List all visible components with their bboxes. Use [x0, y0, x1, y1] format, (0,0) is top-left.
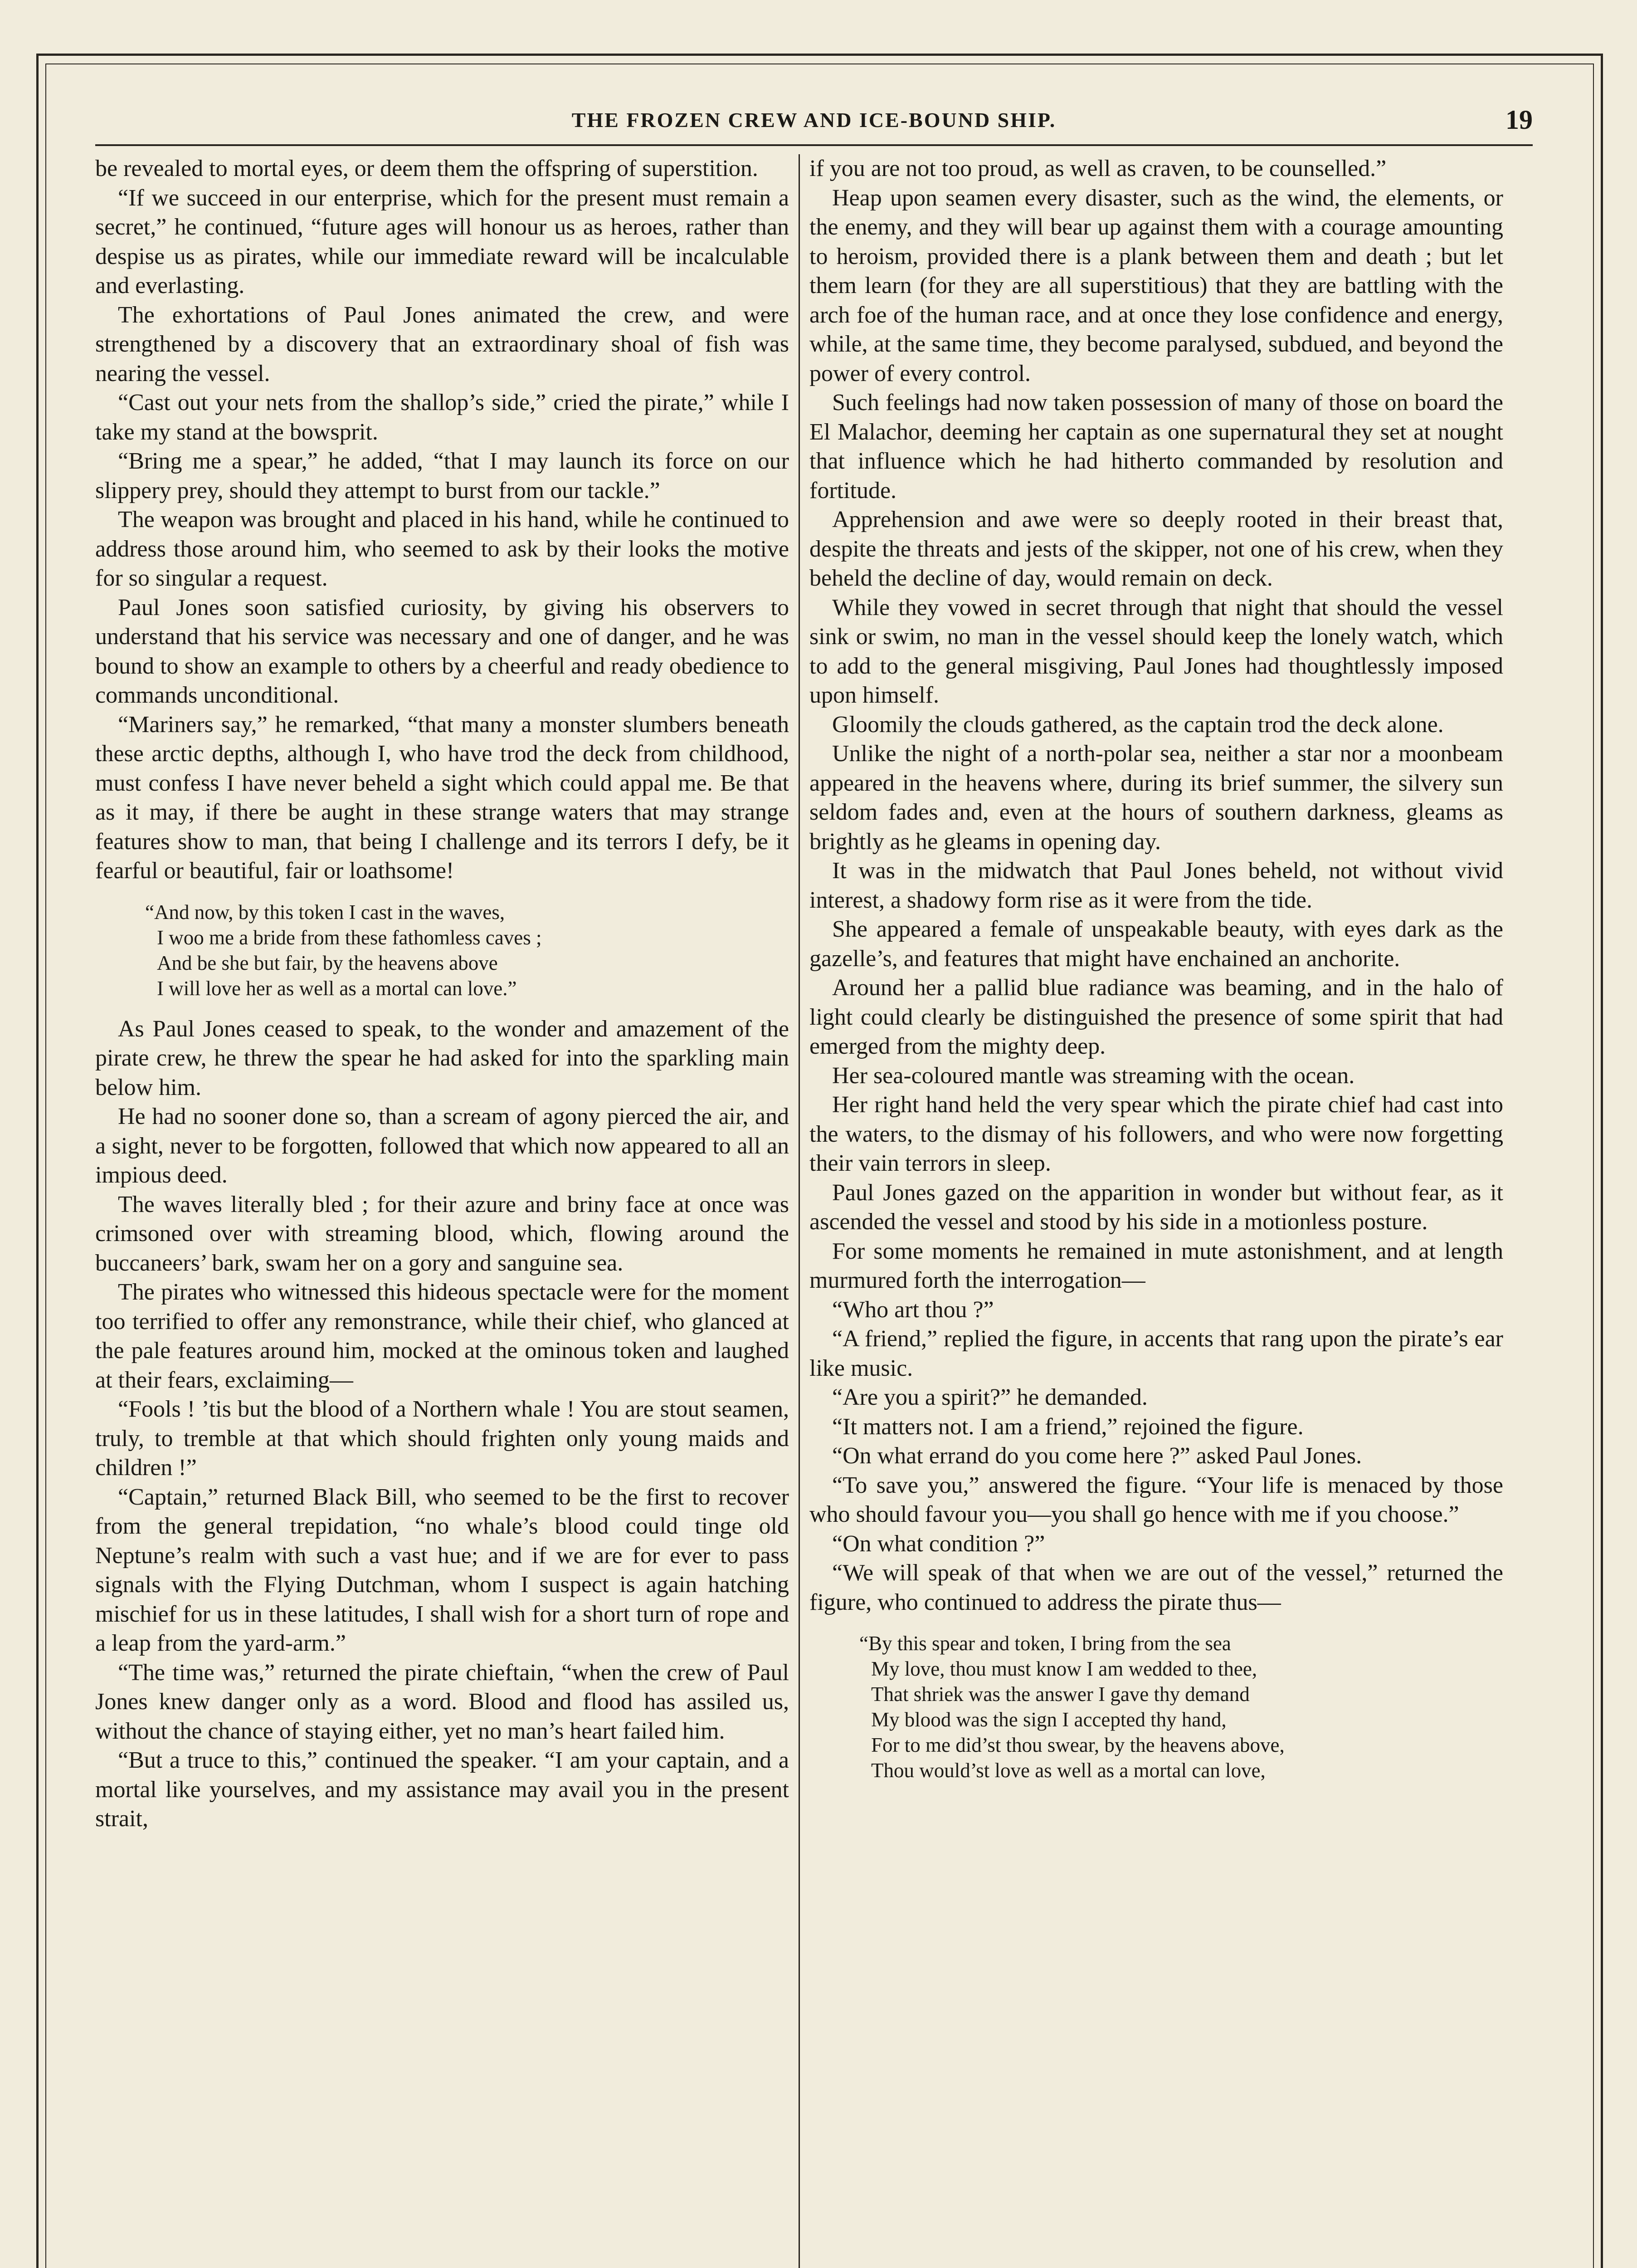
- paragraph: He had no sooner done so, than a scream of agony pierced the air, and a sight, never to be forgotten, followed that which now appeared to all an impious deed.: [95, 1104, 789, 1188]
- page-number: 19: [1505, 105, 1533, 135]
- paragraph: Such feelings had now taken possession of many of those on board the El Malachor, deeming her captain as one supernatural they set at nought that influence which he had hitherto commanded by resolution and fortitude.: [809, 390, 1503, 503]
- paragraph: Around her a pallid blue radiance was beaming, and in the halo of light could clearly be distinguished the presence of some spirit that had emerged from the mighty deep.: [809, 975, 1503, 1059]
- paragraph: “On what condition ?”: [832, 1530, 1045, 1557]
- paragraph: Paul Jones gazed on the apparition in wonder but without fear, as it ascended the vessel and stood by his side in a motionless posture.: [809, 1179, 1503, 1235]
- verse-line: My love, thou must know I am wedded to thee,: [871, 1657, 1257, 1680]
- paragraph: Apprehension and awe were so deeply rooted in their breast that, despite the threats and jests of the skipper, not one of his crew, when they beheld the decline of day, would remain on deck.: [809, 507, 1503, 591]
- verse-line: “By this spear and token, I bring from the sea: [859, 1632, 1231, 1655]
- paragraph: “To save you,” answered the figure. “Your life is menaced by those who should favour you—you shall go hence with me if you choose.”: [809, 1472, 1503, 1527]
- paragraph: “Captain,” returned Black Bill, who seemed to be the first to recover from the general trepidation, “no whale’s blood could tinge old Neptune’s realm with such a vast hue; and if we are for ever to pass signals with the Flying Dutchman, whom I suspect is again hatching mischief for us in these latitudes, I shall wish for a short turn of rope and a leap from the yard-arm.”: [95, 1484, 789, 1656]
- paragraph: Heap upon seamen every disaster, such as the wind, the elements, or the enemy, and they will bear up against them with a courage amounting to heroism, provided there is a plank between them and death ; but let them learn (for they are all superstitious) that they are battling with the arch foe of the human race, and at once they lose confidence and energy, while, at the same time, they become paralysed, subdued, and beyond the power of every control.: [809, 185, 1503, 386]
- paragraph: As Paul Jones ceased to speak, to the wonder and amazement of the pirate crew, he threw the spear he had asked for into the sparkling main below him.: [95, 1016, 789, 1100]
- paragraph: if you are not too proud, as well as craven, to be counselled.”: [809, 156, 1387, 181]
- paragraph: The pirates who witnessed this hideous spectacle were for the moment too terrified to offer any remonstrance, while their chief, who glanced at the pale features around him, mocked at the ominous token and laughed at their fears, exclaiming—: [95, 1279, 789, 1393]
- paragraph: be revealed to mortal eyes, or deem them the offspring of superstition.: [95, 156, 758, 181]
- paragraph: Gloomily the clouds gathered, as the captain trod the deck alone.: [832, 711, 1444, 738]
- paragraph: “If we succeed in our enterprise, which for the present must remain a secret,” he continued, “future ages will honour us as heroes, rather than despise us as pirates, while our immediate reward will be incalculable and everlasting.: [95, 185, 789, 298]
- paragraph: “We will speak of that when we are out of the vessel,” returned the figure, who continued to address the pirate thus—: [809, 1560, 1503, 1615]
- verse-line: I will love her as well as a mortal can love.”: [157, 977, 517, 1000]
- verse-line: That shriek was the answer I gave thy demand: [871, 1683, 1250, 1706]
- paragraph: “But a truce to this,” continued the speaker. “I am your captain, and a mortal like yourselves, and my assistance may avail you in the present strait,: [95, 1747, 789, 1832]
- paragraph: Her right hand held the very spear which the pirate chief had cast into the waters, to the dismay of his followers, and who were now forgetting their vain terrors in sleep.: [809, 1092, 1503, 1176]
- paragraph: “A friend,” replied the figure, in accents that rang upon the pirate’s ear like music.: [809, 1326, 1503, 1381]
- paragraph: “It matters not. I am a friend,” rejoined the figure.: [832, 1413, 1304, 1440]
- verse-line: For to me did’st thou swear, by the heavens above,: [871, 1734, 1285, 1756]
- verse-line: My blood was the sign I accepted thy hand,: [871, 1708, 1227, 1731]
- verse-line: And be she but fair, by the heavens above: [157, 951, 498, 974]
- paragraph: While they vowed in secret through that night that should the vessel sink or swim, no man in the vessel should keep the lonely watch, which to add to the general misgiving, Paul Jones had thoughtlessly imposed upon himself.: [809, 594, 1503, 708]
- paragraph: The exhortations of Paul Jones animated the crew, and were strengthened by a discovery that an extraordinary shoal of fish was nearing the vessel.: [95, 302, 789, 386]
- paragraph: “On what errand do you come here ?” asked Paul Jones.: [832, 1443, 1362, 1469]
- paragraph: She appeared a female of unspeakable beauty, with eyes dark as the gazelle’s, and features that might have enchained an anchorite.: [809, 916, 1503, 972]
- right-column: [809, 154, 1503, 2268]
- column-divider: [799, 154, 800, 2268]
- left-column: [95, 154, 789, 2268]
- paragraph: “Are you a spirit?” he demanded.: [832, 1384, 1148, 1410]
- paragraph: “The time was,” returned the pirate chieftain, “when the crew of Paul Jones knew danger only as a word. Blood and flood has assiled us, without the chance of staying either, yet no man’s heart failed him.: [95, 1659, 789, 1744]
- verse-line: “And now, by this token I cast in the waves,: [145, 900, 505, 924]
- verse-block: [859, 1631, 1503, 1783]
- header-rule: [95, 144, 1533, 146]
- paragraph: “Fools ! ’tis but the blood of a Northern whale ! You are stout seamen, truly, to tremble at that which should frighten only young maids and children !”: [95, 1396, 789, 1481]
- paragraph: For some moments he remained in mute astonishment, and at length murmured forth the interrogation—: [809, 1238, 1503, 1293]
- paragraph: Her sea-coloured mantle was streaming with the ocean.: [832, 1062, 1355, 1089]
- paragraph: “Bring me a spear,” he added, “that I may launch its force on our slippery prey, should they attempt to burst from our tackle.”: [95, 448, 789, 503]
- running-title: THE FROZEN CREW AND ICE-BOUND SHIP.: [571, 108, 1057, 132]
- paragraph: The waves literally bled ; for their azure and briny face at once was crimsoned over with streaming blood, which, flowing around the buccaneers’ bark, swam her on a gory and sanguine sea.: [95, 1191, 789, 1276]
- verse-line: Thou would’st love as well as a mortal can love,: [871, 1759, 1266, 1782]
- paragraph: “Cast out your nets from the shallop’s side,” cried the pirate,” while I take my stand at the bowsprit.: [95, 390, 789, 445]
- paragraph: It was in the midwatch that Paul Jones beheld, not without vivid interest, a shadowy form rise as it were from the tide.: [809, 858, 1503, 913]
- paragraph: Paul Jones soon satisfied curiosity, by giving his observers to understand that his service was necessary and one of danger, and he was bound to show an example to others by a cheerful and ready obedience to commands unconditional.: [95, 594, 789, 708]
- paragraph: Unlike the night of a north-polar sea, neither a star nor a moonbeam appeared in the heavens where, during its brief summer, the silvery sun seldom fades and, even at the hours of southern darkness, gleams as brightly as he gleams in opening day.: [809, 741, 1503, 855]
- verse-block: [145, 899, 789, 1001]
- paragraph: “Mariners say,” he remarked, “that many a monster slumbers beneath these arctic depths, although I, who have trod the deck from childhood, must confess I have never beheld a sight which could appal me. Be that as it may, if there be aught in these strange waters that may strange features show to man, that being I challenge and its terrors I defy, be it fearful or beautiful, fair or loathsome!: [95, 711, 789, 884]
- page-header: [95, 104, 1533, 145]
- paragraph: “Who art thou ?”: [832, 1296, 994, 1323]
- verse-line: I woo me a bride from these fathomless caves ;: [157, 926, 542, 949]
- paragraph: The weapon was brought and placed in his hand, while he continued to address those around him, who seemed to ask by their looks the motive for so singular a request.: [95, 507, 789, 591]
